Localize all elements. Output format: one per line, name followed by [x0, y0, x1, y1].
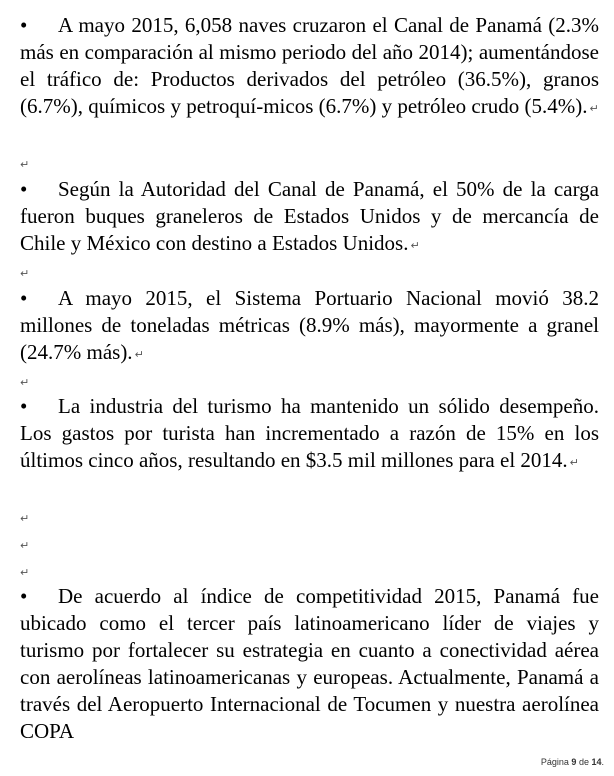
bullet-icon: • — [20, 286, 28, 310]
paragraph-mark-icon: ↵ — [20, 566, 30, 579]
current-page-number: 9 — [571, 757, 577, 767]
paragraph-port-system — [20, 285, 599, 368]
total-pages-number: 14 — [591, 757, 602, 767]
paragraph-tourism — [20, 393, 599, 476]
bullet-icon: • — [20, 394, 28, 418]
paragraph-mark-icon: ↵ — [20, 539, 30, 552]
paragraph-canal-authority — [20, 176, 599, 259]
paragraph-mark-icon: ↵ — [134, 347, 144, 361]
paragraph-mark-icon: ↵ — [410, 238, 420, 252]
paragraph-text: A mayo 2015, 6,058 naves cruzaron el Canal de Panamá (2.3% más en comparación al mismo periodo del año 2014); aumentándose el tráfico de: Productos derivados del petróleo (36.5%), granos (6.7%), químicos y petroquí-micos (6.7%) y petróleo crudo (5.4%). — [20, 13, 599, 118]
paragraph-mark-icon: ↵ — [20, 512, 30, 525]
bullet-icon: • — [20, 13, 28, 37]
paragraph-mark-icon: ↵ — [20, 267, 30, 280]
of-label: de — [578, 757, 589, 767]
page-label: Página — [540, 757, 569, 767]
paragraph-competitiveness — [20, 583, 599, 745]
paragraph-canal-traffic — [20, 12, 599, 122]
paragraph-text: De acuerdo al índice de competitividad 2015, Panamá fue ubicado como el tercer país latinoamericano líder de viajes y turismo por fortalecer su estrategia en cuanto a conectividad aérea con aerolíneas latinoamericanas y europeas. Actualmente, Panamá a través del Aeropuerto Internacional de Tocumen y nuestra aerolínea COPA — [20, 584, 599, 743]
paragraph-text: A mayo 2015, el Sistema Portuario Nacional movió 38.2 millones de toneladas métricas (8.9% más), mayormente a granel (24.7% más). — [20, 286, 599, 364]
paragraph-text: La industria del turismo ha mantenido un sólido desempeño. Los gastos por turista han incrementado a razón de 15% en los últimos cinco años, resultando en $3.5 mil millones para el 2014. — [20, 394, 599, 472]
paragraph-mark-icon: ↵ — [589, 101, 599, 115]
bullet-icon: • — [20, 177, 28, 201]
paragraph-mark-icon: ↵ — [569, 455, 579, 469]
page-number-footer: Página 9 de 14. — [540, 757, 604, 767]
paragraph-text: Según la Autoridad del Canal de Panamá, el 50% de la carga fueron buques graneleros de Estados Unidos y de mercancía de Chile y México con destino a Estados Unidos. — [20, 177, 599, 255]
paragraph-mark-icon: ↵ — [20, 376, 30, 389]
paragraph-mark-icon: ↵ — [20, 158, 30, 171]
bullet-icon: • — [20, 584, 28, 608]
